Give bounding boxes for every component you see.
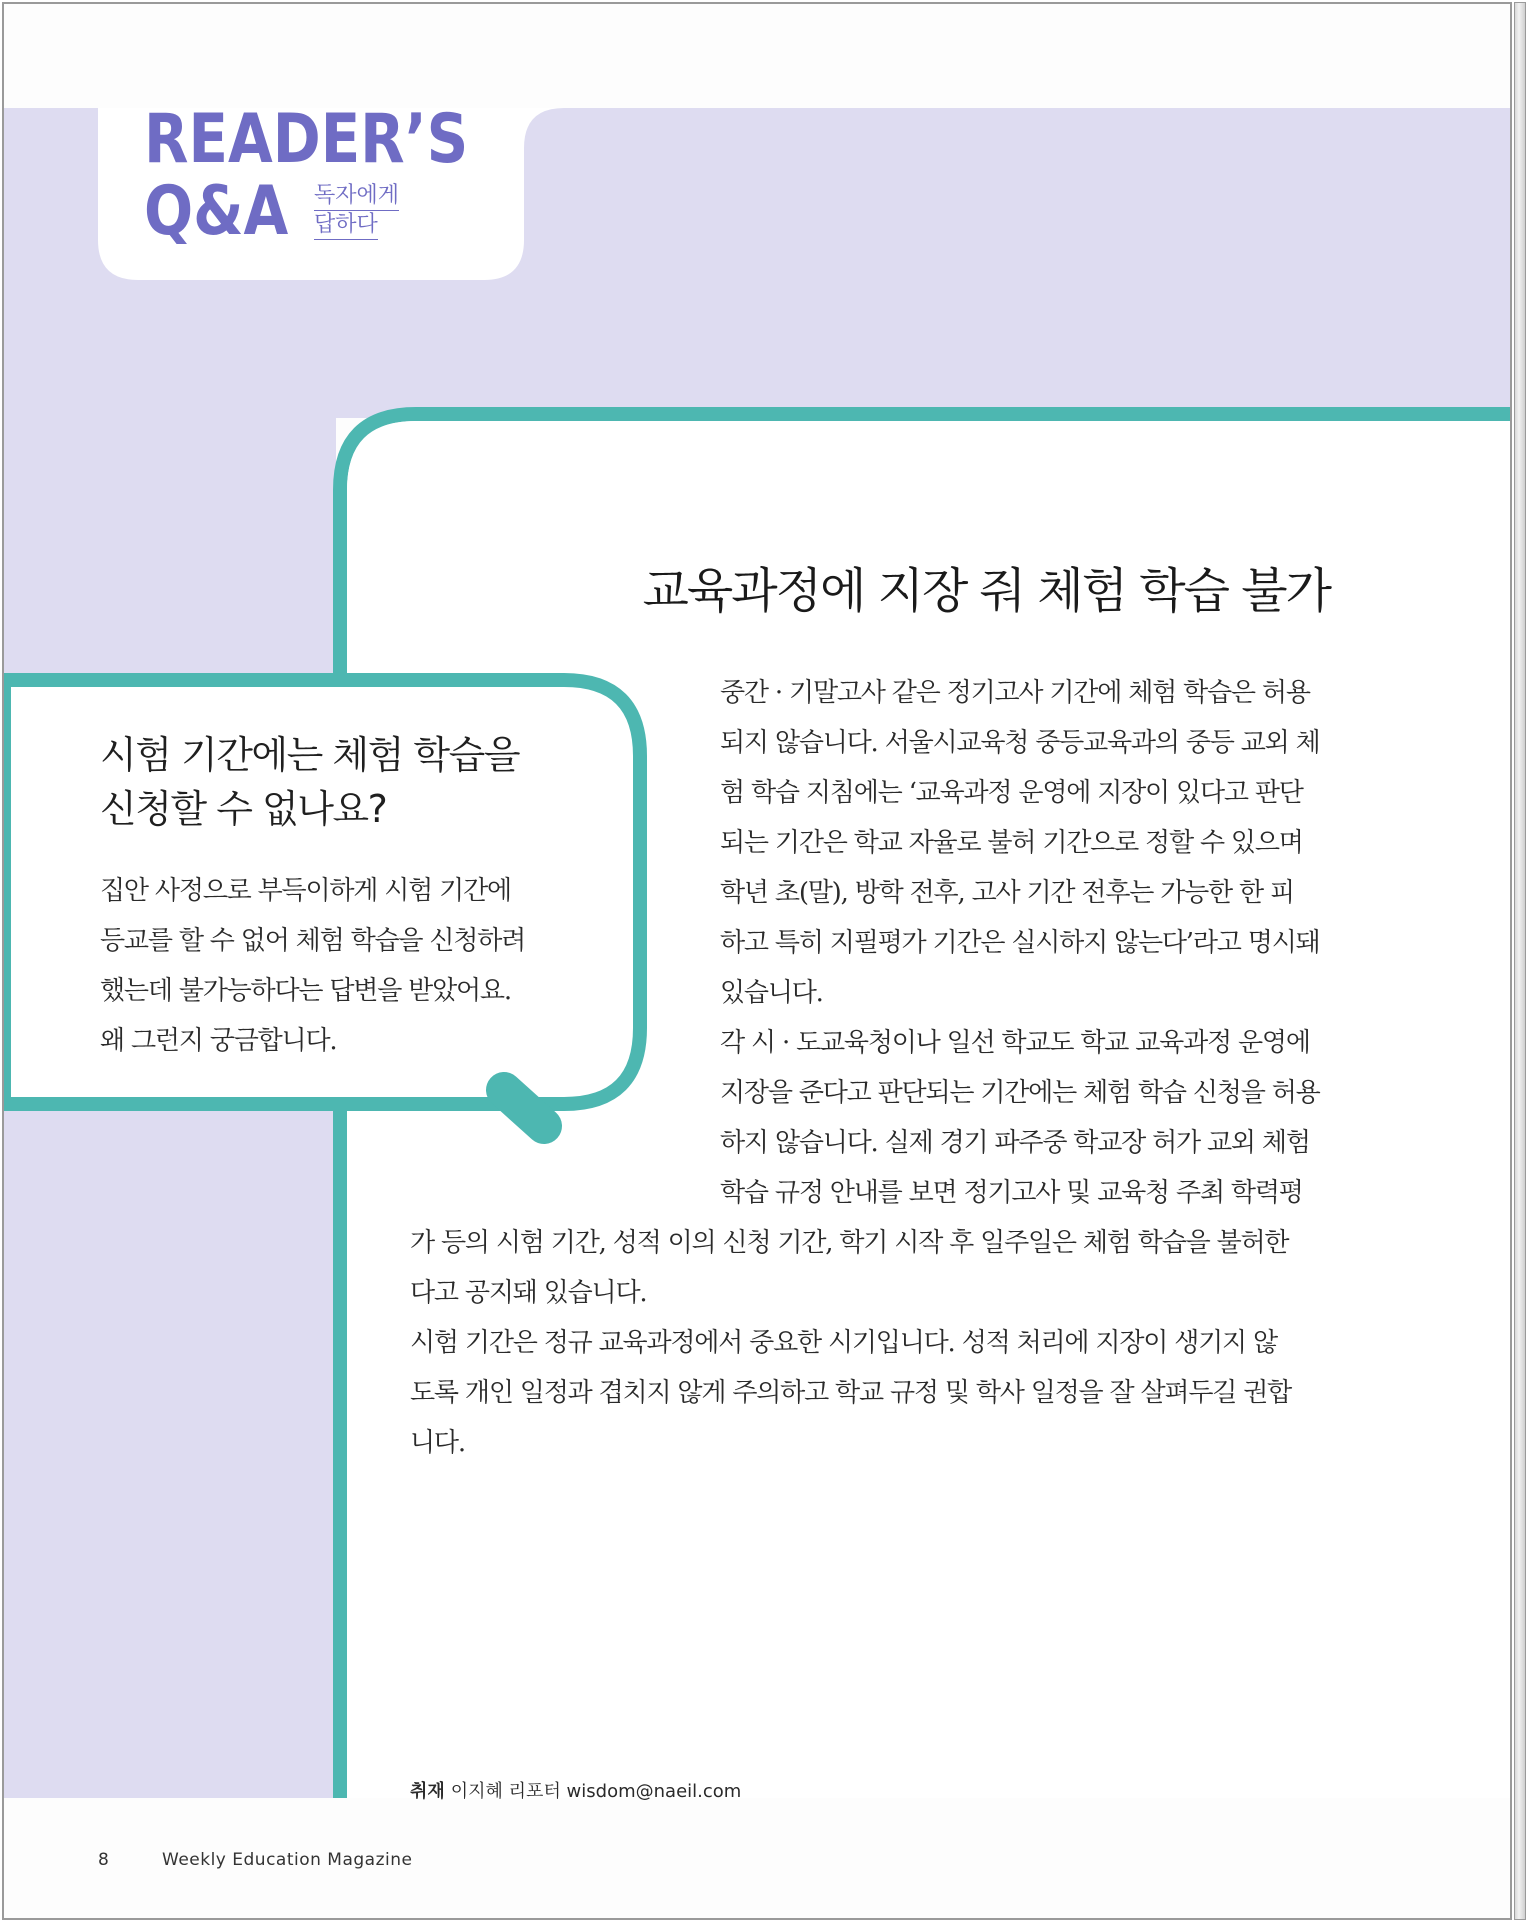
brand-subtitle [314,182,399,240]
answer-line: 험 학습 지침에는 ‘교육과정 운영에 지장이 있다고 판단 [720,778,1303,808]
answer-line: 지장을 준다고 판단되는 기간에는 체험 학습 신청을 허용 [720,1078,1320,1108]
answer-line: 되지 않습니다. 서울시교육청 중등교육과의 중등 교외 체 [720,728,1320,758]
question-title-line: 시험 기간에는 체험 학습을 [100,733,520,777]
question-line: 했는데 불가능하다는 답변을 받았어요. [100,976,511,1006]
question-title-line: 신청할 수 없나요? [100,787,387,831]
brand-subtitle-line1: 독자에게 [314,182,399,211]
answer-line: 있습니다. [720,978,823,1008]
page-stack-edge [1514,2,1526,1920]
question-title [100,728,560,836]
answer-wide-block [410,1218,1354,1468]
reporter-credit [410,1777,741,1803]
credit-text: 이지혜 리포터 wisdom@naeil.com [450,1781,742,1802]
answer-line: 하지 않습니다. 실제 경기 파주중 학교장 허가 교외 체험 [720,1128,1310,1158]
brand-subtitle-line2: 답하다 [314,211,378,240]
credit-label: 취재 [410,1781,445,1802]
question-line: 왜 그런지 궁금합니다. [100,1026,337,1056]
brand-title-line2: Q&A [144,172,289,251]
answer-line: 도록 개인 일정과 겹치지 않게 주의하고 학교 규정 및 학사 일정을 잘 살펴두길 권합 [410,1378,1292,1408]
answer-line: 니다. [410,1428,465,1458]
question-line: 집안 사정으로 부득이하게 시험 기간에 [100,876,511,906]
answer-line: 각 시 · 도교육청이나 일선 학교도 학교 교육과정 운영에 [720,1028,1310,1058]
magazine-page [2,2,1512,1920]
question-line: 등교를 할 수 없어 체험 학습을 신청하려 [100,926,526,956]
answer-line: 하고 특히 지필평가 기간은 실시하지 않는다’라고 명시돼 [720,928,1320,958]
brand-title-line1: READER’S [144,100,469,179]
question-body [100,866,580,1066]
answer-line: 다고 공지돼 있습니다. [410,1278,647,1308]
answer-line: 가 등의 시험 기간, 성적 이의 신청 기간, 학기 시작 후 일주일은 체험 학습을 불허한 [410,1228,1289,1258]
answer-title: 교육과정에 지장 줘 체험 학습 불가 [642,563,1330,619]
answer-line: 시험 기간은 정규 교육과정에서 중요한 시기입니다. 성적 처리에 지장이 생기지 않 [410,1328,1277,1358]
magazine-name: Weekly Education Magazine [162,1850,413,1870]
answer-line: 학년 초(말), 방학 전후, 고사 기간 전후는 가능한 한 피 [720,878,1294,908]
answer-column [720,668,1354,1218]
page-number: 8 [98,1850,109,1870]
answer-line: 되는 기간은 학교 자율로 불허 기간으로 정할 수 있으며 [720,828,1303,858]
answer-line: 학습 규정 안내를 보면 정기고사 및 교육청 주최 학력평 [720,1178,1303,1208]
answer-line: 중간 · 기말고사 같은 정기고사 기간에 체험 학습은 허용 [720,678,1310,708]
